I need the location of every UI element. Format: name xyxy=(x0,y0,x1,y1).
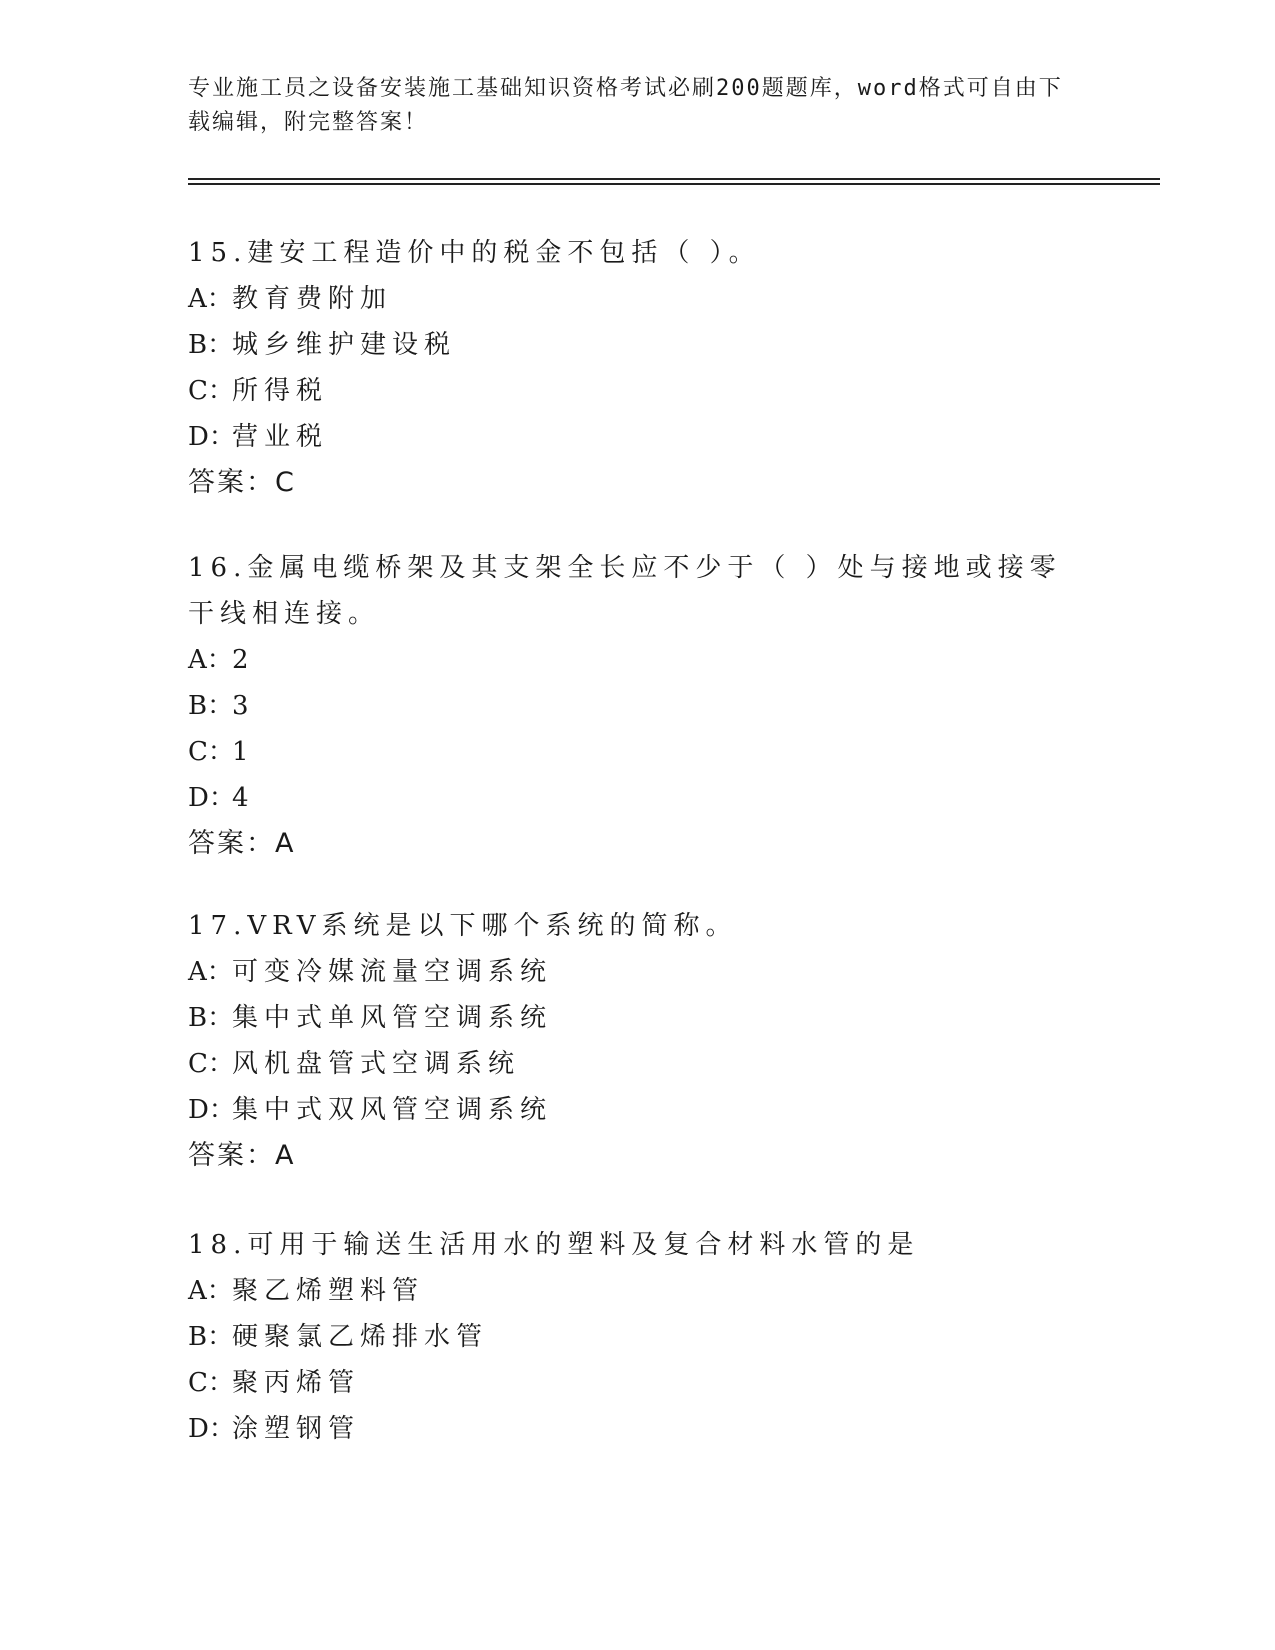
question-17 xyxy=(188,903,1088,1179)
option-key: B： xyxy=(188,330,234,360)
option-text: 集中式双风管空调系统 xyxy=(232,1095,553,1125)
option-text: 聚乙烯塑料管 xyxy=(232,1276,425,1306)
option-b xyxy=(188,322,1088,368)
option-a xyxy=(188,276,1088,322)
option-a xyxy=(188,637,1088,683)
option-key: D： xyxy=(188,1095,235,1125)
answer-line: 答案：A xyxy=(188,1140,296,1171)
option-b xyxy=(188,1314,1088,1360)
option-key: A： xyxy=(188,1276,233,1306)
option-d xyxy=(188,1406,1088,1452)
document-header xyxy=(188,72,1068,140)
option-key: C： xyxy=(188,737,234,767)
option-text: 硬聚氯乙烯排水管 xyxy=(232,1322,489,1352)
option-key: C： xyxy=(188,376,234,406)
question-title: 15.建安工程造价中的税金不包括（ ）。 xyxy=(188,238,761,268)
option-c xyxy=(188,729,1088,775)
option-text: 城乡维护建设税 xyxy=(232,330,457,360)
header-divider-top xyxy=(188,178,1160,180)
answer-line: 答案：C xyxy=(188,467,296,498)
question-16 xyxy=(188,545,1088,867)
option-d xyxy=(188,414,1088,460)
option-key: D： xyxy=(188,1414,235,1444)
option-text: 涂塑钢管 xyxy=(232,1414,361,1444)
question-15 xyxy=(188,230,1088,506)
option-key: C： xyxy=(188,1368,234,1398)
option-a xyxy=(188,949,1088,995)
option-key: C： xyxy=(188,1049,234,1079)
answer-line: 答案：A xyxy=(188,828,296,859)
header-intro-text: 专业施工员之设备安装施工基础知识资格考试必刷200题题库，word格式可自由下载编辑，附完整答案！ xyxy=(188,76,1063,135)
option-text: 聚丙烯管 xyxy=(232,1368,361,1398)
option-text: 风机盘管式空调系统 xyxy=(232,1049,521,1079)
option-key: D： xyxy=(188,422,235,452)
option-key: B： xyxy=(188,1003,234,1033)
option-text: 集中式单风管空调系统 xyxy=(232,1003,553,1033)
option-text: 可变冷媒流量空调系统 xyxy=(232,957,553,987)
option-key: D： xyxy=(188,783,235,813)
option-text: 4 xyxy=(232,783,255,813)
option-a xyxy=(188,1268,1088,1314)
question-18 xyxy=(188,1222,1088,1452)
option-text: 所得税 xyxy=(232,376,329,406)
option-text: 2 xyxy=(232,645,255,675)
option-key: B： xyxy=(188,691,234,721)
header-divider-bottom xyxy=(188,183,1160,185)
option-b xyxy=(188,995,1088,1041)
option-text: 营业税 xyxy=(232,422,329,452)
question-title: 17.VRV系统是以下哪个系统的简称。 xyxy=(188,911,738,941)
option-key: A： xyxy=(188,957,233,987)
option-d xyxy=(188,1087,1088,1133)
option-text: 1 xyxy=(232,737,255,767)
option-key: A： xyxy=(188,284,233,314)
question-title: 16.金属电缆桥架及其支架全长应不少于（ ）处与接地或接零干线相连接。 xyxy=(188,553,1062,629)
question-title: 18.可用于输送生活用水的塑料及复合材料水管的是 xyxy=(188,1230,920,1260)
option-b xyxy=(188,683,1088,729)
option-d xyxy=(188,775,1088,821)
option-c xyxy=(188,1041,1088,1087)
option-c xyxy=(188,1360,1088,1406)
option-text: 教育费附加 xyxy=(232,284,393,314)
option-text: 3 xyxy=(232,691,255,721)
option-key: B： xyxy=(188,1322,234,1352)
option-c xyxy=(188,368,1088,414)
option-key: A： xyxy=(188,645,233,675)
